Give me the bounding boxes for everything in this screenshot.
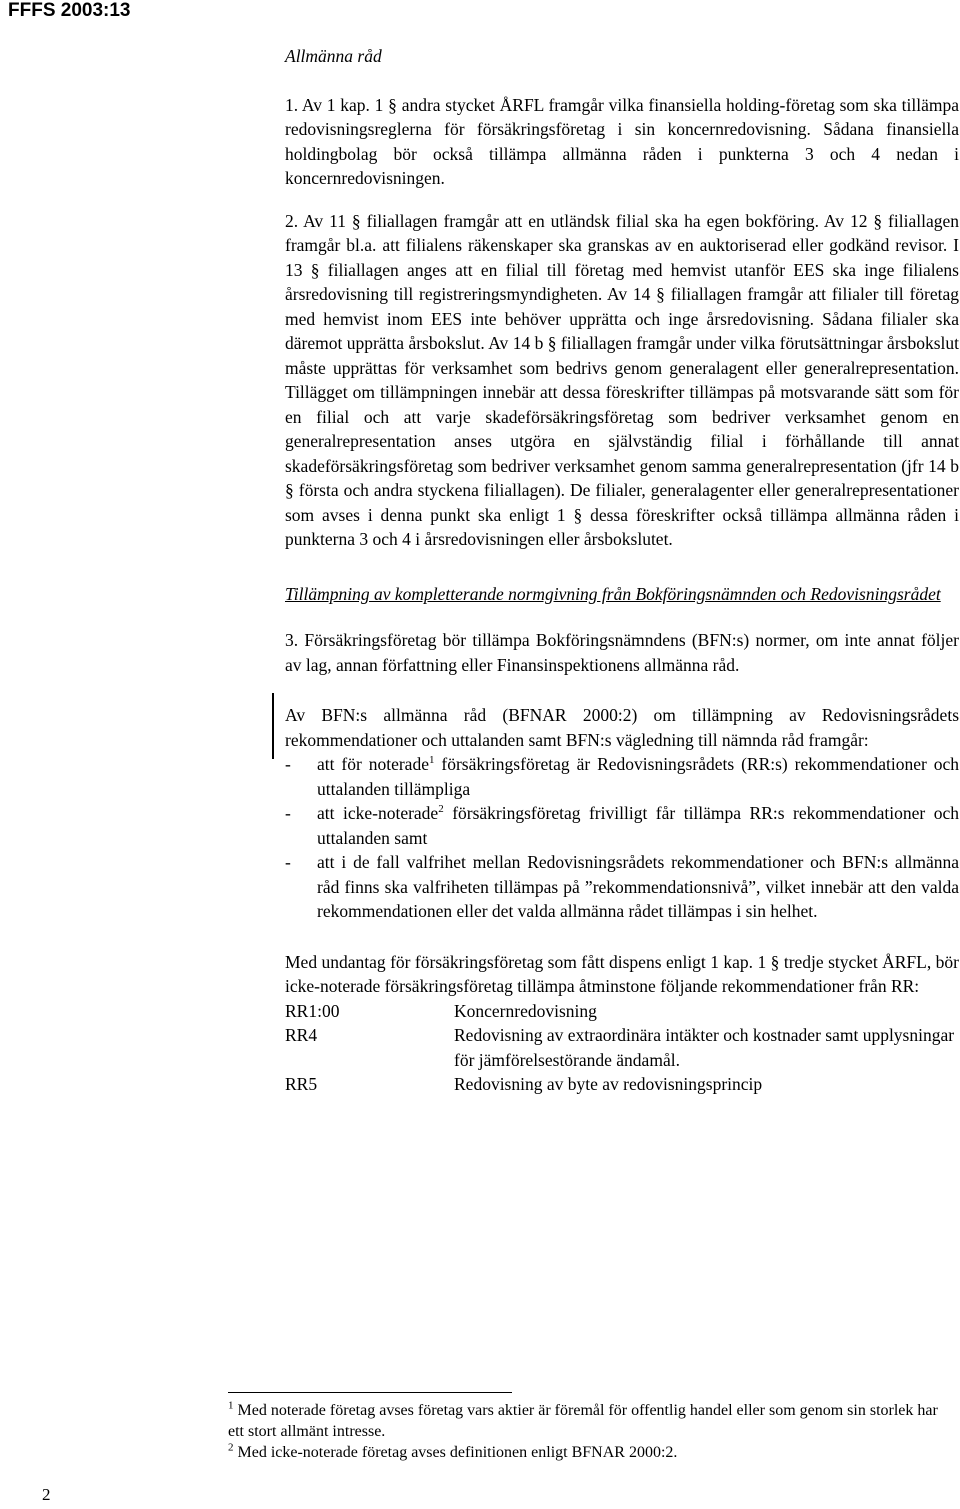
- dash-mark: -: [285, 803, 291, 823]
- rr-row: [285, 999, 959, 1024]
- paragraph-4: Av BFN:s allmänna råd (BFNAR 2000:2) om tillämpning av Redovisningsrådets rekommendationer och uttalanden samt BFN:s vägledning till nämnda råd framgår:: [285, 705, 959, 750]
- rr-title: Koncernredovisning: [454, 1000, 597, 1021]
- rr-code: RR1:00: [285, 1000, 340, 1021]
- change-bar: [272, 693, 274, 759]
- footnote-2: $^2$ Med icke-noterade företag avses definitionen enligt BFNAR 2000:2.: [228, 1441, 678, 1461]
- bullet-1: att för noterade$^1$ försäkringsföretag är Redovisningsrådets (RR:s) rekommendationer och uttalanden tillämpliga: [317, 754, 960, 799]
- page-body: [285, 44, 959, 1097]
- rr-row: [285, 1072, 959, 1097]
- rr-title: Redovisning av byte av redovisningsprincip: [454, 1074, 763, 1094]
- paragraph-2: 2. Av 11 § filiallagen framgår att en utländsk filial ska ha egen bokföring. Av 12 § filiallagen framgår bl.a. att filialens räkenskaper ska granskas av en auktoriserad eller godkänd revisor. I 13 § filiallagen anges att en filial till företag med hemvist utanför EES ska inge filialens årsredovisning till registreringsmyndigheten. Av 14 § filiallagen framgår att filialer till företag med hemvist inom EES inte behöver upprätta och inge årsredovisning. Sådana filialer ska däremot upprätta årsbokslut. Av 14 b § filiallagen framgår under vilka förutsättningar årsbokslut måste upprättas för verksamhet som bedrivs genom generalagent eller generalrepresentation. Tillägget om tillämpningen innebär att dessa föreskrifter tillämpas på motsvarande sätt som för en filial och att varje skadeförsäkringsföretag som bedriver verksamhet genom en generalrepresentation anses utgöra en självständig filial i förhållande till annat skadeförsäkringsföretag som bedriver verksamhet genom samma generalrepresentation (jfr 14 b § första och andra styckena filiallagen). De filialer, generalagenter eller generalrepresentationer som avses i denna punkt ska enligt 1 § dessa föreskrifter också tillämpa allmänna råden i punkterna 3 och 4 i årsredovisningen eller årsbokslutet.: [285, 210, 959, 549]
- paragraph-1: 1. Av 1 kap. 1 § andra stycket ÅRFL framgår vilka finansiella holding-företag som ska tillämpa redovisningsreglerna för försäkringsföretag i sin koncernredovisning. Sådana finansiella holdingbolag bör också tillämpa allmänna råden i punkterna 3 och 4 nedan i koncernredovisningen.: [285, 94, 959, 188]
- subheading: Tillämpning av kompletterande normgivning från Bokföringsnämnden och Redovisningsrådet: [285, 583, 941, 604]
- dash-mark: -: [285, 754, 291, 774]
- paragraph-3: 3. Försäkringsföretag bör tillämpa Bokföringsnämndens (BFN:s) normer, om inte annat följer av lag, annan författning eller Finansinspektionens allmänna råd.: [285, 630, 959, 675]
- rr-code: RR4: [285, 1025, 318, 1045]
- rr-row: [285, 1023, 959, 1072]
- page-header: FFFS 2003:13: [8, 0, 131, 21]
- rr-title: Redovisning av extraordinära intäkter och kostnader samt upplysningar för jämförelsestörande ändamål.: [454, 1025, 955, 1070]
- rr-code: RR5: [285, 1074, 318, 1094]
- footnote-ref-2: 2: [438, 803, 444, 816]
- bullet-2: att icke-noterade$^2$ försäkringsföretag frivilligt får tillämpa RR:s rekommendationer och uttalanden samt: [317, 803, 959, 848]
- footnote-divider: [228, 1392, 512, 1393]
- bullet-3: att i de fall valfrihet mellan Redovisningsrådets rekommendationer och BFN:s allmänna råd finns ska valfriheten tillämpas på ”rekommendationsnivå”, vilket innebär att den valda rekommendationen eller det valda allmänna rådet tillämpas i sin helhet.: [317, 852, 959, 921]
- footnote-ref-1: 1: [428, 754, 435, 767]
- footnote-1: $^1$ Med noterade företag avses företag vars aktier är föremål för offentlig handel eller som genom sin storlek har ett stort allmänt intresse.: [228, 1399, 938, 1440]
- paragraph-5: Med undantag för försäkringsföretag som fått dispens enligt 1 kap. 1 § tredje stycket ÅRFL, bör icke-noterade försäkringsföretag tillämpa åtminstone följande rekommendationer från RR:: [285, 951, 959, 996]
- list-item: [285, 801, 959, 850]
- page-number: 2: [42, 1485, 51, 1504]
- section-title: Allmänna råd: [285, 46, 382, 66]
- footnotes: [228, 1400, 948, 1463]
- dash-mark: -: [285, 852, 291, 872]
- list-item: [285, 850, 959, 924]
- list-item: [285, 752, 959, 801]
- rr-table: [285, 999, 959, 1097]
